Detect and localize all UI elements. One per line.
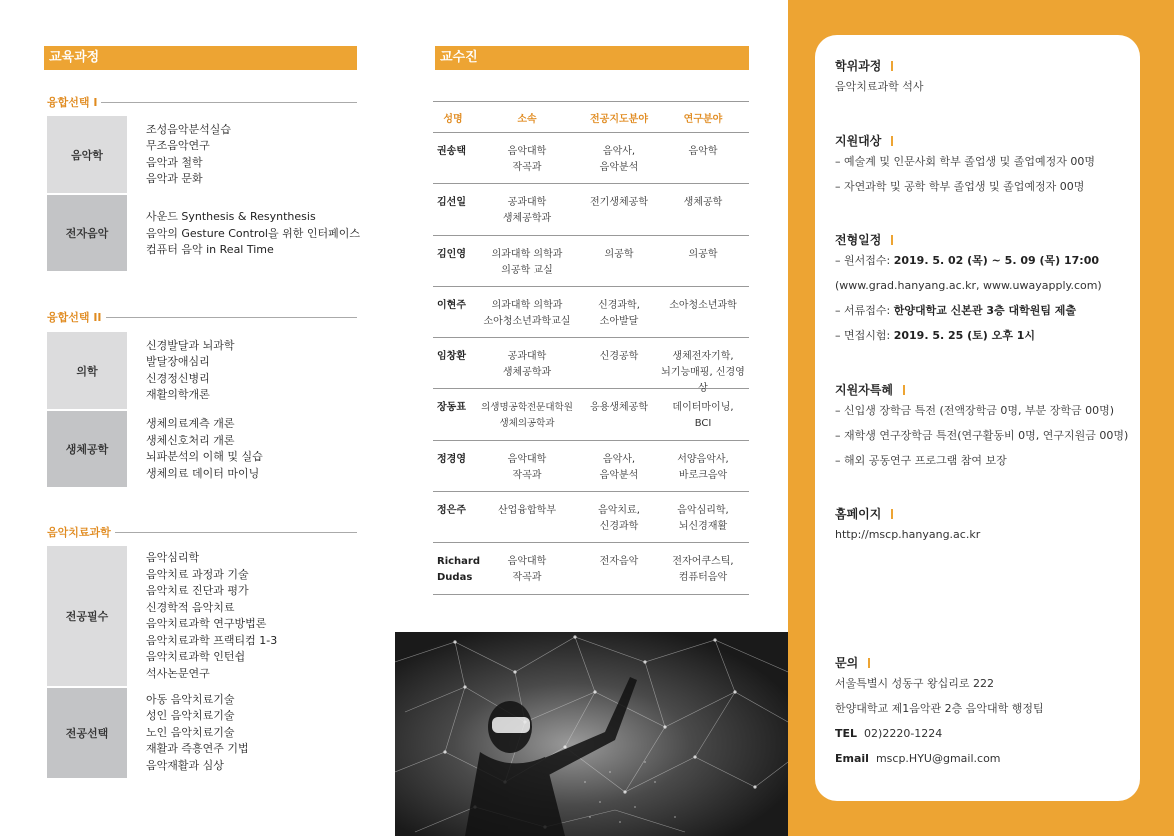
faculty-supervision: 전자음악 (599, 556, 639, 568)
faculty-supervision: 음악사, 음악분석 (599, 146, 639, 173)
header-affiliation: 소속 (517, 113, 537, 125)
benefit-line: – 해외 공동연구 프로그램 참여 보장 (835, 454, 1007, 467)
course-item: 음악과 철학 (146, 155, 203, 169)
faculty-research: 서양음악사, 바로크음악 (677, 453, 729, 481)
header-name: 성명 (443, 113, 463, 125)
course-item: 신경학적 음악치료 (146, 600, 235, 614)
block-label: 전공필수 (47, 546, 127, 686)
course-item: 재활의학개론 (146, 388, 210, 401)
faculty-affiliation: 음악대학 작곡과 (507, 146, 547, 173)
faculty-research: 생체공학 (683, 197, 723, 209)
faculty-name: 권송택 (437, 146, 466, 157)
homepage-link[interactable]: http://mscp.hanyang.ac.kr (835, 528, 981, 541)
faculty-table-header (433, 102, 749, 133)
course-item: 음악치료과학 연구방법론 (146, 617, 267, 630)
table-row (433, 184, 749, 235)
course-item: 생체신호처리 개론 (146, 433, 235, 447)
course-item: 신경정신병리 (146, 371, 210, 385)
faculty-affiliation: 음악대학 작곡과 (507, 453, 547, 481)
section-heading: 문의 (835, 654, 1044, 671)
course-block-elective (47, 688, 249, 778)
table-row (433, 133, 749, 184)
section-heading: 지원대상 (835, 132, 1095, 149)
faculty-name: 김선일 (437, 197, 466, 209)
contact-email: Email mscp.HYU@gmail.com (835, 752, 1001, 765)
course-list (127, 116, 231, 193)
course-block-bioengineering (47, 411, 263, 487)
course-item: 음악치료과학 프랙티컴 1-3 (146, 633, 278, 647)
section-heading: 지원자특혜 (835, 381, 1128, 398)
course-item: 석사논문연구 (146, 666, 210, 680)
faculty-research: 데이터마이닝, BCI (672, 402, 734, 430)
header-research: 연구분야 (683, 113, 723, 125)
faculty-research: 생체전자기학, 뇌기능매핑, 신경영상 (661, 351, 745, 395)
faculty-affiliation: 공과대학 생체공학과 (502, 351, 552, 379)
section-heading: 학위과정 (835, 57, 924, 74)
faculty-affiliation: 의과대학 의학과 소아청소년과학교실 (483, 299, 571, 327)
benefit-line: – 재학생 연구장학금 특전(연구활동비 0명, 연구지원금 00명) (835, 429, 1129, 442)
course-item: 노인 음악치료기술 (146, 725, 235, 739)
faculty-affiliation: 의생명공학전문대학원 생체의공학과 (481, 402, 573, 430)
faculty-supervision: 전기생체공학 (590, 197, 648, 209)
course-list (127, 688, 249, 778)
faculty-supervision: 신경과학, 소아발달 (598, 299, 640, 327)
eligibility-section (835, 132, 1095, 199)
course-block-musicology (47, 116, 231, 193)
course-item: 아동 음악치료기술 (146, 692, 235, 706)
block-label: 생체공학 (47, 411, 127, 487)
faculty-supervision: 음악치료, 신경과학 (598, 505, 640, 533)
block-label: 의학 (47, 332, 127, 409)
course-item: 음악치료 과정과 기술 (146, 567, 249, 581)
table-row (433, 543, 749, 594)
course-item: 성인 음악치료기술 (146, 709, 235, 723)
header-supervision: 전공지도분야 (590, 113, 648, 125)
eligibility-line: – 예술계 및 인문사회 학부 졸업생 및 졸업예정자 00명 (835, 155, 1095, 168)
benefit-line: – 신입생 장학금 특전 (전액장학금 0명, 부분 장학금 00명) (835, 404, 1115, 417)
block-label: 음악학 (47, 116, 127, 193)
faculty-name: 김인영 (437, 248, 466, 260)
faculty-name: Richard Dudas (437, 556, 481, 584)
faculty-supervision: 신경공학 (599, 351, 639, 363)
faculty-supervision: 음악사, 음악분석 (599, 453, 639, 481)
eligibility-line: – 자연과학 및 공학 학부 졸업생 및 졸업예정자 00명 (835, 180, 1085, 193)
table-row (433, 492, 749, 543)
faculty-supervision: 의공학 (604, 248, 634, 260)
course-item: 사운드 Synthesis & Resynthesis (146, 210, 316, 223)
faculty-name: 정경영 (437, 453, 466, 465)
faculty-research: 전자어쿠스틱, 컴퓨터음악 (672, 556, 734, 584)
block-label: 전자음악 (47, 195, 127, 271)
course-item: 음악과 문화 (146, 172, 203, 185)
degree-section (835, 57, 924, 99)
schedule-docs: – 서류접수: 한양대학교 신본관 3층 대학원팀 제출 (835, 304, 1077, 317)
benefits-section (835, 381, 1128, 473)
course-block-electronic-music (47, 195, 360, 271)
course-block-medicine (47, 332, 235, 409)
block-label: 전공선택 (47, 688, 127, 778)
schedule-interview: – 면접시험: 2019. 5. 25 (토) 오후 1시 (835, 329, 1035, 342)
faculty-affiliation: 산업융합학부 (498, 505, 556, 517)
course-item: 음악치료 진단과 평가 (146, 584, 249, 597)
table-row (433, 338, 749, 395)
course-item: 발달장애심리 (146, 355, 210, 368)
contact-tel: TEL 02)2220-1224 (835, 727, 943, 740)
course-item: 생체의료계측 개론 (146, 417, 235, 430)
faculty-name: 이현주 (437, 299, 466, 311)
course-list (127, 411, 263, 487)
vr-network-photo (395, 632, 788, 836)
faculty-affiliation: 의과대학 의학과 의공학 교실 (491, 248, 563, 276)
section-heading: 홈페이지 (835, 505, 980, 522)
table-row (433, 441, 749, 492)
faculty-name: 정은주 (437, 505, 466, 517)
course-item: 생체의료 데이터 마이닝 (146, 466, 260, 480)
contact-section (835, 654, 1044, 771)
course-block-required (47, 546, 277, 686)
group-heading-convergence-1: 융합선택 I (47, 94, 357, 110)
group-heading-convergence-2: 융합선택 II (47, 309, 357, 325)
faculty-name: 장동표 (437, 402, 466, 414)
schedule-apply: – 원서접수: 2019. 5. 02 (목) ~ 5. 09 (목) 17:00 (835, 254, 1100, 267)
schedule-section (835, 231, 1102, 348)
course-list (127, 195, 360, 271)
faculty-affiliation: 음악대학 작곡과 (507, 556, 547, 584)
course-item: 뇌파분석의 이해 및 실습 (146, 450, 263, 463)
faculty-research: 소아청소년과학 (669, 299, 737, 311)
course-item: 음악치료과학 인턴쉽 (146, 650, 246, 663)
faculty-name: 임창환 (437, 351, 466, 363)
section-heading: 전형일정 (835, 231, 1102, 248)
faculty-table (433, 101, 749, 595)
course-list (127, 332, 235, 409)
faculty-title: 교수진 (435, 46, 749, 70)
table-row (433, 236, 749, 287)
curriculum-title: 교육과정 (44, 46, 357, 70)
group-heading-music-therapy: 음악치료과학 (47, 524, 357, 540)
course-item: 음악의 Gesture Control을 위한 인터페이스 (146, 226, 360, 240)
contact-address: 서울특별시 성동구 왕십리로 222 (835, 677, 994, 690)
faculty-research: 음악심리학, 뇌신경재활 (677, 505, 729, 533)
schedule-apply-sites: (www.grad.hanyang.ac.kr, www.uwayapply.com) (835, 279, 1102, 292)
table-row (433, 287, 749, 338)
faculty-supervision: 응용생체공학 (590, 402, 648, 414)
course-list (127, 546, 277, 686)
faculty-research: 음악학 (688, 146, 718, 157)
vr-network-illustration (395, 632, 788, 836)
contact-office: 한양대학교 제1음악관 2층 음악대학 행정팀 (835, 702, 1044, 715)
degree-text: 음악치료과학 석사 (835, 80, 924, 93)
course-item: 음악재활과 심상 (146, 758, 224, 772)
course-item: 컴퓨터 음악 in Real Time (146, 243, 274, 256)
course-item: 무조음악연구 (146, 139, 210, 152)
course-item: 음악심리학 (146, 551, 200, 564)
course-item: 조성음악분석실습 (146, 122, 232, 136)
course-item: 재활과 즉흥연주 기법 (146, 742, 249, 756)
faculty-research: 의공학 (688, 248, 718, 260)
faculty-affiliation: 공과대학 생체공학과 (502, 197, 552, 225)
course-item: 신경발달과 뇌과학 (146, 338, 235, 352)
homepage-section (835, 505, 980, 547)
